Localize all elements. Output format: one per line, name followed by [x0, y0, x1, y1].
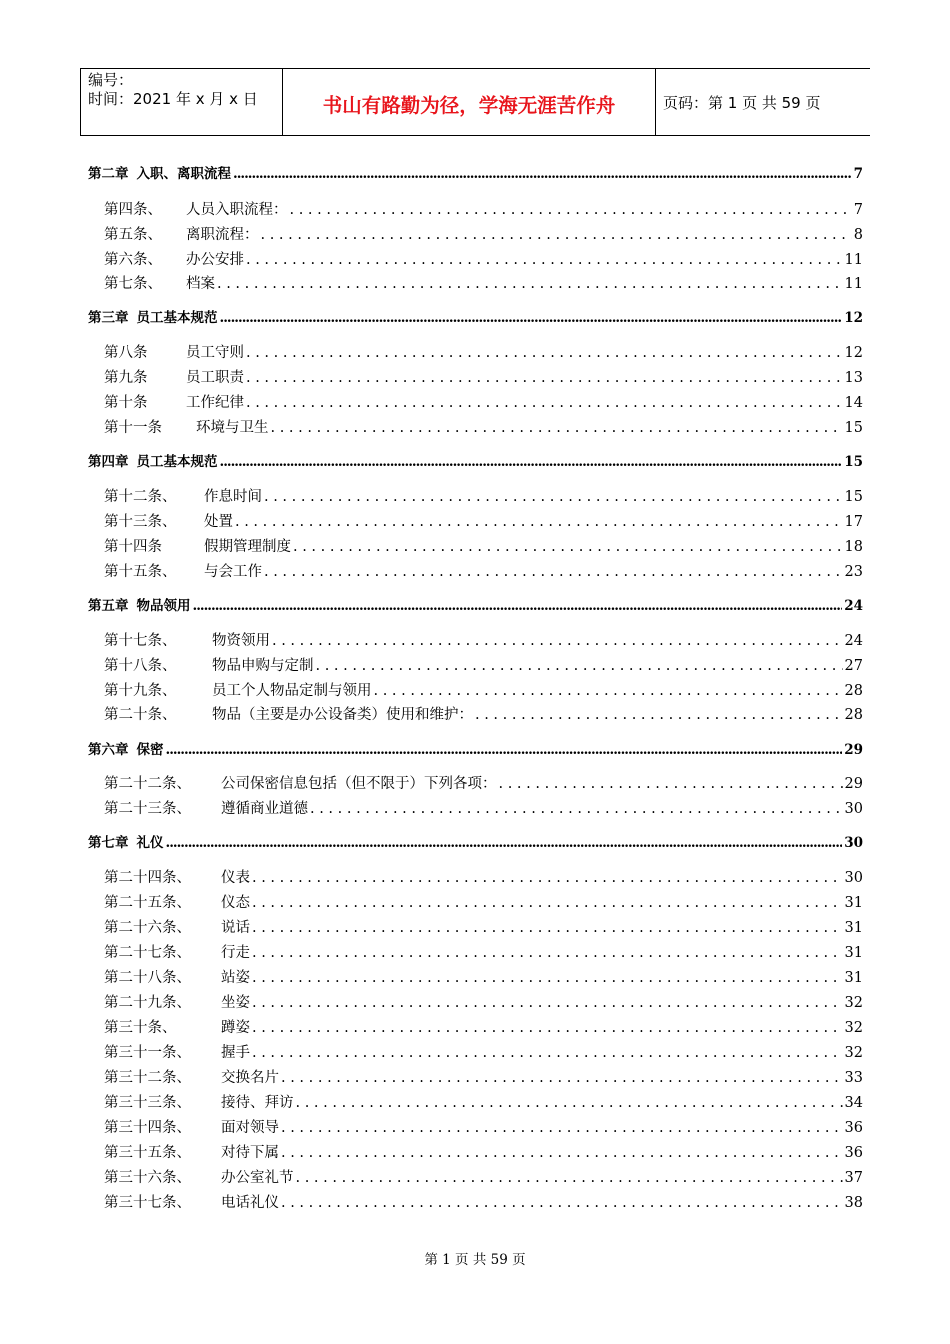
toc-entry-row[interactable] [104, 866, 863, 887]
toc-leader-dots [252, 945, 843, 961]
toc-number: 第六条、 [104, 252, 162, 268]
toc-page-number: 18 [844, 539, 863, 555]
toc-title: 作息时间 [204, 489, 262, 505]
toc-entry-row[interactable] [104, 223, 863, 244]
toc-leader-dots [475, 707, 843, 723]
toc-leader-dots [220, 310, 843, 326]
toc-title: 员工基本规范 [136, 454, 218, 470]
toc-number: 第三十条、 [104, 1020, 177, 1036]
toc-title: 坐姿 [221, 995, 250, 1011]
toc-chapter-row[interactable] [88, 738, 863, 758]
document-date: 时间：2021 年 x 月 x 日 [88, 90, 258, 108]
toc-page-number: 32 [844, 995, 863, 1011]
toc-entry-row[interactable] [104, 1066, 863, 1087]
toc-page-number: 36 [844, 1145, 863, 1161]
toc-leader-dots [246, 252, 843, 268]
toc-title: 交换名片 [221, 1070, 279, 1086]
toc-leader-dots [193, 598, 843, 614]
toc-title: 入职、离职流程 [136, 166, 231, 182]
toc-number: 第二十条、 [104, 707, 177, 723]
toc-page-number: 32 [844, 1045, 863, 1061]
toc-title: 遵循商业道德 [221, 801, 308, 817]
toc-leader-dots [264, 564, 843, 580]
toc-page-number: 30 [844, 870, 863, 886]
toc-leader-dots [293, 539, 843, 555]
toc-leader-dots [296, 1170, 843, 1186]
toc-page-number: 15 [844, 489, 863, 505]
toc-page-number: 29 [844, 742, 863, 758]
toc-entry-row[interactable] [104, 198, 863, 219]
toc-page-number: 28 [844, 707, 863, 723]
toc-entry-row[interactable] [104, 416, 863, 437]
toc-entry-row[interactable] [104, 535, 863, 556]
toc-title: 站姿 [221, 970, 250, 986]
toc-entry-row[interactable] [104, 485, 863, 506]
toc-leader-dots [272, 633, 843, 649]
toc-page-number: 8 [853, 227, 863, 243]
toc-number: 第十九条、 [104, 683, 177, 699]
toc-leader-dots [252, 995, 843, 1011]
toc-entry-row[interactable] [104, 391, 863, 412]
toc-chapter-row[interactable] [88, 831, 863, 851]
toc-leader-dots [281, 1070, 843, 1086]
toc-page-number: 15 [844, 454, 863, 470]
toc-number: 第四章 [88, 454, 129, 470]
header-left-cell [88, 71, 258, 109]
toc-entry-row[interactable] [104, 679, 863, 700]
header-bottom-rule [80, 135, 870, 136]
toc-entry-row[interactable] [104, 629, 863, 650]
toc-title: 员工个人物品定制与领用 [212, 683, 372, 699]
page-footer: 第 1 页 共 59 页 [424, 1252, 526, 1268]
toc-leader-dots [166, 742, 843, 758]
toc-leader-dots [252, 920, 843, 936]
toc-title: 员工守则 [186, 345, 244, 361]
toc-number: 第二十六条、 [104, 920, 191, 936]
header-top-rule [80, 68, 870, 69]
toc-leader-dots [252, 895, 843, 911]
toc-title: 物资领用 [212, 633, 270, 649]
toc-entry-row[interactable] [104, 1041, 863, 1062]
toc-page-number: 13 [844, 370, 863, 386]
header-divider-right [655, 68, 656, 136]
toc-entry-row[interactable] [104, 703, 863, 724]
toc-title: 面对领导 [221, 1120, 279, 1136]
toc-number: 第七条、 [104, 276, 162, 292]
toc-leader-dots [246, 370, 843, 386]
toc-title: 工作纪律 [186, 395, 244, 411]
toc-leader-dots [252, 870, 843, 886]
toc-title: 处置 [204, 514, 233, 530]
toc-page-number: 33 [844, 1070, 863, 1086]
toc-entry-row[interactable] [104, 272, 863, 293]
toc-leader-dots [252, 1020, 843, 1036]
toc-leader-dots [166, 835, 843, 851]
toc-leader-dots [290, 202, 852, 218]
toc-number: 第三章 [88, 310, 129, 326]
toc-page-number: 31 [844, 920, 863, 936]
toc-page-number: 30 [844, 835, 863, 851]
toc-entry-row[interactable] [104, 366, 863, 387]
toc-page-number: 31 [844, 945, 863, 961]
toc-entry-row[interactable] [104, 797, 863, 818]
toc-page-number: 11 [844, 276, 863, 292]
toc-page-number: 23 [844, 564, 863, 580]
toc-number: 第二十八条、 [104, 970, 191, 986]
toc-title: 员工基本规范 [136, 310, 218, 326]
toc-number: 第十一条 [104, 420, 162, 436]
toc-title: 离职流程： [186, 227, 259, 243]
toc-title: 仪态 [221, 895, 250, 911]
toc-number: 第五章 [88, 598, 129, 614]
toc-page-number: 36 [844, 1120, 863, 1136]
toc-page-number: 27 [844, 658, 863, 674]
toc-page-number: 14 [844, 395, 863, 411]
toc-entry-row[interactable] [104, 916, 863, 937]
toc-entry-row[interactable] [104, 1141, 863, 1162]
toc-number: 第十八条、 [104, 658, 177, 674]
toc-leader-dots [316, 658, 843, 674]
toc-page-number: 24 [844, 598, 863, 614]
toc-title: 物品申购与定制 [212, 658, 314, 674]
toc-entry-row[interactable] [104, 941, 863, 962]
toc-leader-dots [261, 227, 852, 243]
toc-entry-row[interactable] [104, 891, 863, 912]
toc-number: 第三十二条、 [104, 1070, 191, 1086]
toc-number: 第七章 [88, 835, 129, 851]
toc-number: 第五条、 [104, 227, 162, 243]
toc-number: 第三十七条、 [104, 1195, 191, 1211]
toc-title: 办公室礼节 [221, 1170, 294, 1186]
toc-number: 第三十一条、 [104, 1045, 191, 1061]
toc-page-number: 31 [844, 895, 863, 911]
toc-page-number: 28 [844, 683, 863, 699]
toc-title: 礼仪 [136, 835, 164, 851]
toc-number: 第二章 [88, 166, 129, 182]
toc-title: 假期管理制度 [204, 539, 291, 555]
toc-number: 第八条 [104, 345, 148, 361]
toc-leader-dots [281, 1120, 843, 1136]
toc-entry-row[interactable] [104, 1191, 863, 1212]
toc-entry-row[interactable] [104, 1091, 863, 1112]
toc-entry-row[interactable] [104, 341, 863, 362]
toc-entry-row[interactable] [104, 560, 863, 581]
toc-title: 电话礼仪 [221, 1195, 279, 1211]
toc-page-number: 17 [844, 514, 863, 530]
toc-page-number: 12 [844, 310, 863, 326]
toc-page-number: 15 [844, 420, 863, 436]
toc-title: 保密 [136, 742, 164, 758]
toc-page-number: 38 [844, 1195, 863, 1211]
toc-chapter-row[interactable] [88, 450, 863, 470]
header-motto: 书山有路勤为径，学海无涯苦作舟 [322, 94, 616, 117]
header-left-border [80, 68, 81, 136]
toc-leader-dots [233, 166, 852, 182]
toc-leader-dots [296, 1095, 843, 1111]
toc-number: 第六章 [88, 742, 129, 758]
toc-title: 物品（主要是办公设备类）使用和维护： [212, 707, 473, 723]
toc-number: 第二十三条、 [104, 801, 191, 817]
toc-leader-dots [217, 276, 843, 292]
toc-number: 第九条 [104, 370, 148, 386]
toc-number: 第十二条、 [104, 489, 177, 505]
toc-entry-row[interactable] [104, 966, 863, 987]
toc-leader-dots [271, 420, 843, 436]
toc-page-number: 37 [844, 1170, 863, 1186]
toc-title: 档案 [186, 276, 215, 292]
toc-number: 第十条 [104, 395, 148, 411]
toc-leader-dots [374, 683, 843, 699]
toc-leader-dots [246, 345, 843, 361]
toc-number: 第十三条、 [104, 514, 177, 530]
toc-number: 第四条、 [104, 202, 162, 218]
toc-page-number: 31 [844, 970, 863, 986]
toc-entry-row[interactable] [104, 991, 863, 1012]
toc-number: 第二十二条、 [104, 776, 191, 792]
toc-entry-row[interactable] [104, 510, 863, 531]
toc-number: 第十七条、 [104, 633, 177, 649]
toc-page-number: 11 [844, 252, 863, 268]
toc-page-number: 7 [853, 166, 863, 182]
toc-entry-row[interactable] [104, 772, 863, 793]
toc-leader-dots [220, 454, 843, 470]
toc-entry-row[interactable] [104, 1116, 863, 1137]
toc-number: 第十五条、 [104, 564, 177, 580]
toc-leader-dots [281, 1195, 843, 1211]
toc-leader-dots [246, 395, 843, 411]
toc-number: 第二十九条、 [104, 995, 191, 1011]
toc-title: 蹲姿 [221, 1020, 250, 1036]
toc-title: 人员入职流程： [186, 202, 288, 218]
toc-leader-dots [310, 801, 843, 817]
toc-entry-row[interactable] [104, 1166, 863, 1187]
toc-number: 第三十四条、 [104, 1120, 191, 1136]
toc-number: 第二十五条、 [104, 895, 191, 911]
toc-number: 第二十七条、 [104, 945, 191, 961]
toc-title: 仪表 [221, 870, 250, 886]
toc-leader-dots [264, 489, 843, 505]
toc-page-number: 24 [844, 633, 863, 649]
toc-leader-dots [252, 1045, 843, 1061]
page-header [80, 68, 870, 136]
toc-title: 公司保密信息包括（但不限于）下列各项： [221, 776, 497, 792]
toc-chapter-row[interactable] [88, 594, 863, 614]
toc-title: 说话 [221, 920, 250, 936]
toc-title: 握手 [221, 1045, 250, 1061]
toc-entry-row[interactable] [104, 654, 863, 675]
toc-number: 第三十五条、 [104, 1145, 191, 1161]
toc-page-number: 30 [844, 801, 863, 817]
document-number-label: 编号： [88, 71, 134, 89]
toc-title: 行走 [221, 945, 250, 961]
toc-title: 与会工作 [204, 564, 262, 580]
toc-leader-dots [252, 970, 843, 986]
toc-leader-dots [235, 514, 843, 530]
toc-page-number: 7 [853, 202, 863, 218]
toc-leader-dots [499, 776, 843, 792]
toc-number: 第三十六条、 [104, 1170, 191, 1186]
toc-title: 员工职责 [186, 370, 244, 386]
toc-title: 对待下属 [221, 1145, 279, 1161]
toc-number: 第二十四条、 [104, 870, 191, 886]
toc-page-number: 34 [844, 1095, 863, 1111]
toc-entry-row[interactable] [104, 248, 863, 269]
header-page-info: 页码：第 1 页 共 59 页 [663, 94, 821, 112]
toc-leader-dots [281, 1145, 843, 1161]
toc-title: 接待、拜访 [221, 1095, 294, 1111]
toc-number: 第三十三条、 [104, 1095, 191, 1111]
toc-entry-row[interactable] [104, 1016, 863, 1037]
toc-page-number: 12 [844, 345, 863, 361]
toc-title: 办公安排 [186, 252, 244, 268]
toc-page-number: 32 [844, 1020, 863, 1036]
toc-title: 物品领用 [136, 598, 191, 614]
toc-chapter-row[interactable] [88, 162, 863, 182]
toc-chapter-row[interactable] [88, 306, 863, 326]
toc-number: 第十四条 [104, 539, 162, 555]
toc-title: 环境与卫生 [196, 420, 269, 436]
toc-page-number: 29 [844, 776, 863, 792]
